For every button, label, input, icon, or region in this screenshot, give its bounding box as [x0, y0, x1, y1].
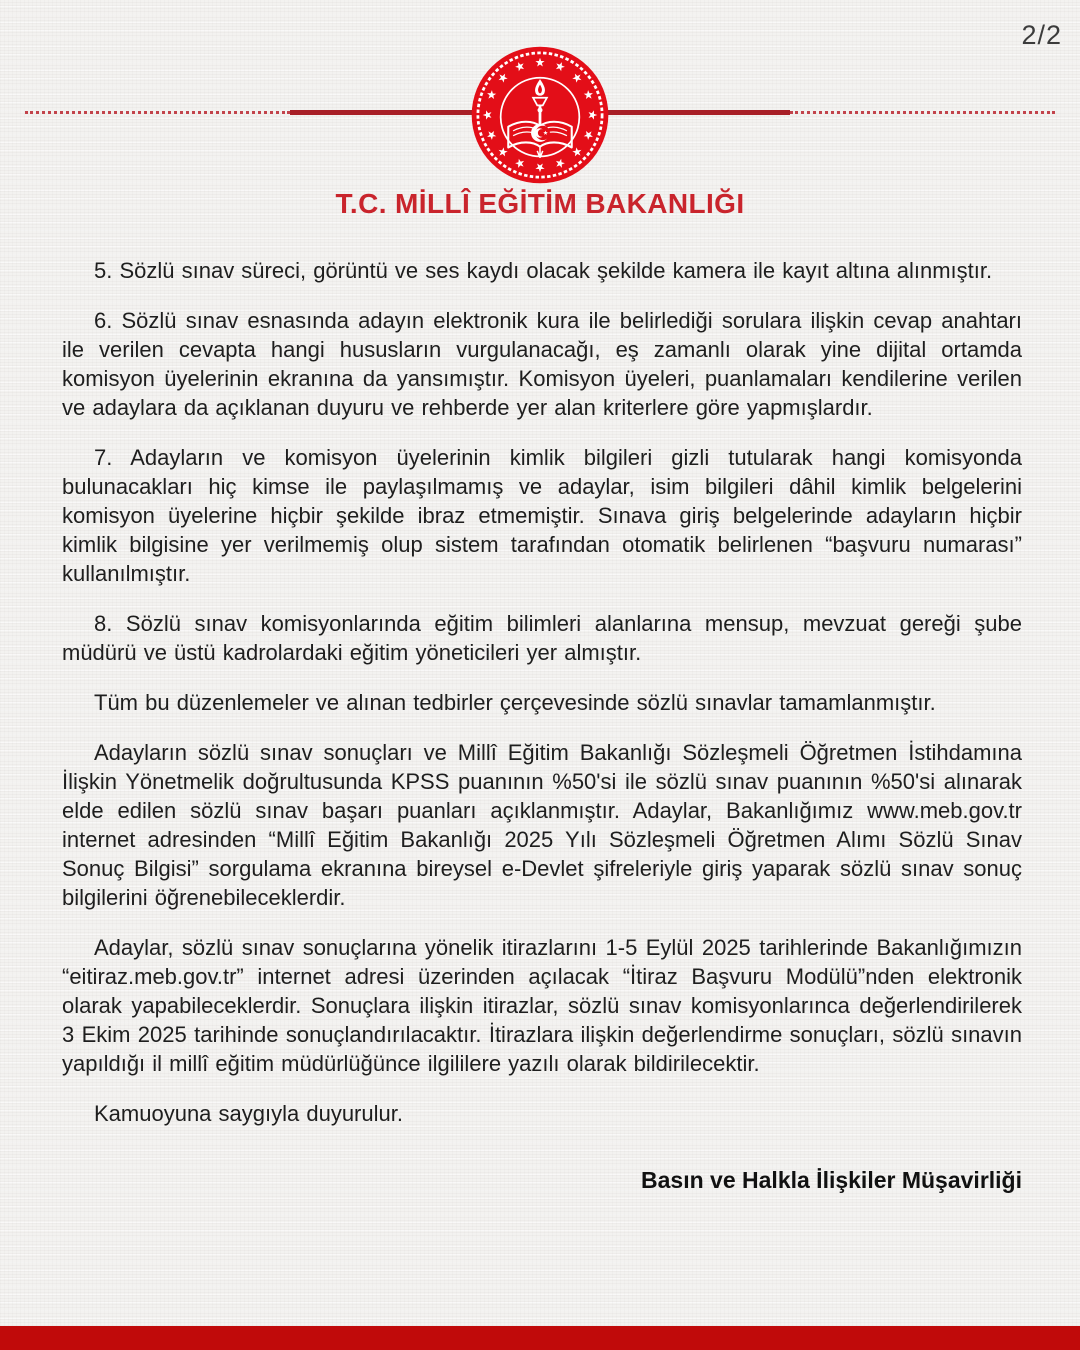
- ministry-title: T.C. MİLLÎ EĞİTİM BAKANLIĞI: [335, 188, 745, 219]
- document-body: [62, 256, 1022, 1195]
- signature-office: Basın ve Halkla İlişkiler Müşavirliği: [641, 1167, 1022, 1193]
- paragraph-results: Adayların sözlü sınav sonuçları ve Millî Eğitim Bakanlığı Sözleşmeli Öğretmen İstihdamına İlişkin Yönetmelik doğrultusunda KPSS puanının %50'si ile sözlü sınav puanının %50'si alınarak elde edilen sözlü sınav başarı puanları açıklanmıştır. Adaylar, Bakanlığımız www.meb.gov.tr internet adresinden “Millî Eğitim Bakanlığı 2025 Yılı Sözleşmeli Öğretmen Alımı Sözlü Sınav Sonuç Bilgisi” sorgulama ekranına bireysel e-Devlet şifreleriyle giriş yaparak sözlü sınav sonuç bilgilerini öğrenebileceklerdir.: [62, 740, 1022, 910]
- paragraph-7: 7. Adayların ve komisyon üyelerinin kimlik bilgileri gizli tutularak hangi komisyonda bulunacakları hiç kimse ile paylaşılmamış ve adaylar, isim bilgileri dâhil kimlik belgelerini komisyon üyelerine hiçbir şekilde ibraz etmemiştir. Sınava giriş belgelerinde adayların hiçbir kimlik bilgisine yer verilmemiş olup sistem tarafından otomatik belirlenen “başvuru numarası” kullanılmıştır.: [62, 445, 1022, 586]
- paragraph-objections: Adaylar, sözlü sınav sonuçlarına yönelik itirazlarını 1-5 Eylül 2025 tarihlerinde Bakanlığımızın “eitiraz.meb.gov.tr” internet adresi üzerinden açılacak “İtiraz Başvuru Modülü”nden elektronik olarak yapabileceklerdir. Sonuçlara ilişkin itirazlar, sözlü sınav komisyonlarınca değerlendirilerek 3 Ekim 2025 tarihinde sonuçlandırılacaktır. İtirazlara ilişkin değerlendirme sonuçları, sözlü sınavın yapıldığı il millî eğitim müdürlüğünce ilgililere yazılı olarak bildirilecektir.: [62, 935, 1022, 1076]
- meb-emblem-icon: [471, 46, 609, 184]
- divider-dotted-left: [25, 111, 290, 114]
- divider-dotted-right: [790, 111, 1055, 114]
- paragraph-5: 5. Sözlü sınav süreci, görüntü ve ses kaydı olacak şekilde kamera ile kayıt altına alınmıştır.: [94, 258, 993, 283]
- paragraph-8: 8. Sözlü sınav komisyonlarında eğitim bilimleri alanlarına mensup, mevzuat gereği şube müdürü ve üstü kadrolardaki eğitim yöneticileri yer almıştır.: [62, 611, 1022, 665]
- closing-statement: Kamuoyuna saygıyla duyurulur.: [94, 1101, 403, 1126]
- meb-crest-svg: [471, 46, 609, 184]
- page-number: 2/2: [1021, 20, 1062, 50]
- paragraph-summary: Tüm bu düzenlemeler ve alınan tedbirler çerçevesinde sözlü sınavlar tamamlanmıştır.: [94, 690, 936, 715]
- paragraph-6: 6. Sözlü sınav esnasında adayın elektronik kura ile belirlediği sorulara ilişkin cevap anahtarı ile verilen cevapta hangi hususların vurgulanacağı, eş zamanlı olarak yine dijital ortamda komisyon üyelerinin ekranına da yansımıştır. Komisyon üyeleri, puanlamaları kendilerine verilen ve adaylara da açıklanan duyuru ve rehberde yer alan kriterlere göre yapmışlardır.: [62, 308, 1022, 420]
- bottom-red-bar: [0, 1326, 1080, 1350]
